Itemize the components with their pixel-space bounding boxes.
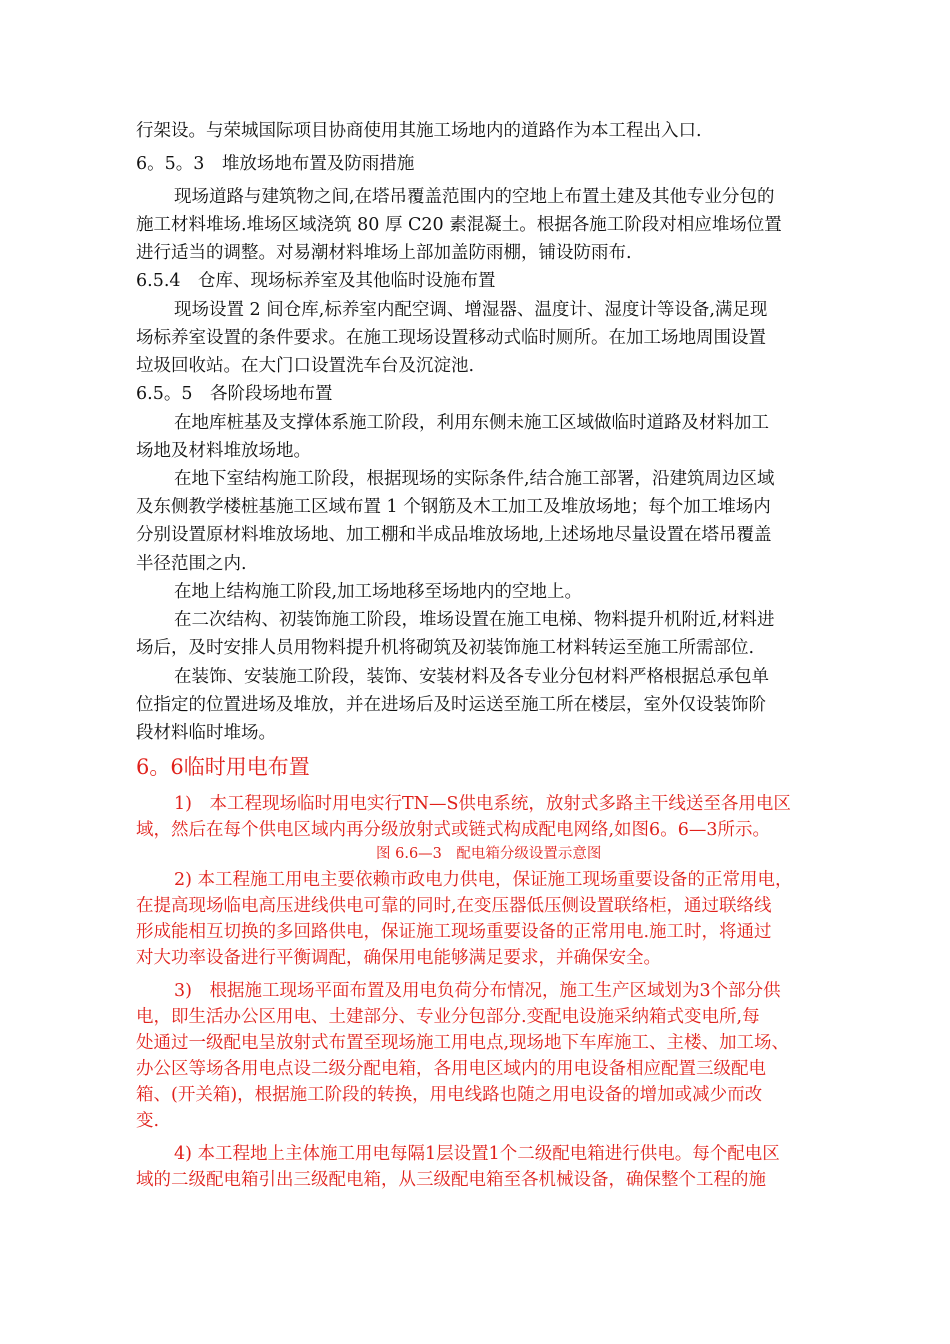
paragraph-line: 半径范围之内. [136, 554, 247, 574]
paragraph-line-red: 2) 本工程施工用电主要依赖市政电力供电，保证施工现场重要设备的正常用电， [174, 870, 793, 890]
paragraph-line-red: 电，即生活办公区用电、土建部分、专业分包部分.变配电设施采纳箱式变电所,每 [136, 1007, 760, 1027]
paragraph-line-red: 域的二级配电箱引出三级配电箱，从三级配电箱至各机械设备，确保整个工程的施 [136, 1170, 766, 1190]
paragraph-line: 段材料临时堆场。 [136, 723, 276, 743]
paragraph-line: 施工材料堆场.堆场区域浇筑 80 厚 C20 素混凝土。根据各施工阶段对相应堆场位置 [136, 215, 782, 235]
paragraph-line: 进行适当的调整。对易潮材料堆场上部加盖防雨棚，铺设防雨布. [136, 243, 632, 263]
paragraph-line-red: 在提高现场临电高压进线供电可靠的同时,在变压器低压侧设置联络柜，通过联络线 [136, 896, 772, 916]
paragraph-line: 及东侧教学楼桩基施工区域布置 1 个钢筋及木工加工及堆放场地；每个加工堆场内 [136, 497, 771, 517]
paragraph-line: 在地库桩基及支撑体系施工阶段，利用东侧未施工区域做临时道路及材料加工 [174, 413, 769, 433]
paragraph-line-red: 域，然后在每个供电区域内再分级放射式或链式构成配电网络,如图6。6—3所示。 [136, 820, 770, 840]
section-heading-6-5-3: 6。5。3 堆放场地布置及防雨措施 [136, 154, 415, 174]
figure-caption: 图 6.6—3 配电箱分级设置示意图 [376, 846, 602, 862]
paragraph-line-red: 4) 本工程地上主体施工用电每隔1层设置1个二级配电箱进行供电。每个配电区 [174, 1144, 780, 1164]
paragraph-line: 现场道路与建筑物之间,在塔吊覆盖范围内的空地上布置土建及其他专业分包的 [174, 187, 775, 207]
paragraph-line: 在地下室结构施工阶段，根据现场的实际条件,结合施工部署，沿建筑周边区域 [174, 469, 775, 489]
paragraph-line: 行架设。与荣城国际项目协商使用其施工场地内的道路作为本工程出入口. [136, 121, 702, 141]
paragraph-line-red: 形成能相互切换的多回路供电，保证施工现场重要设备的正常用电.施工时，将通过 [136, 922, 772, 942]
paragraph-line-red: 1) 本工程现场临时用电实行TN—S供电系统，放射式多路主干线送至各用电区 [174, 794, 791, 814]
paragraph-line: 在装饰、安装施工阶段，装饰、安装材料及各专业分包材料严格根据总承包单 [174, 667, 769, 687]
paragraph-line: 位指定的位置进场及堆放，并在进场后及时运送至施工所在楼层，室外仅设装饰阶 [136, 695, 766, 715]
paragraph-line-red: 办公区等场各用电点设二级分配电箱，各用电区域内的用电设备相应配置三级配电 [136, 1059, 766, 1079]
paragraph-line: 分别设置原材料堆放场地、加工棚和半成品堆放场地,上述场地尽量设置在塔吊覆盖 [136, 525, 772, 545]
paragraph-line-red: 变. [136, 1111, 160, 1131]
paragraph-line: 垃圾回收站。在大门口设置洗车台及沉淀池. [136, 356, 475, 376]
paragraph-line-red: 处通过一级配电呈放射式布置至现场施工用电点,现场地下车库施工、主楼、加工场、 [136, 1033, 790, 1053]
paragraph-line: 在地上结构施工阶段,加工场地移至场地内的空地上。 [174, 582, 583, 602]
paragraph-line: 现场设置 2 间仓库,标养室内配空调、增湿器、温度计、湿度计等设备,满足现 [174, 300, 768, 320]
section-heading-6-6: 6。6临时用电布置 [136, 755, 310, 779]
section-heading-6-5-4: 6.5.4 仓库、现场标养室及其他临时设施布置 [136, 271, 496, 291]
paragraph-line-red: 对大功率设备进行平衡调配，确保用电能够满足要求，并确保安全。 [136, 948, 661, 968]
paragraph-line: 在二次结构、初装饰施工阶段，堆场设置在施工电梯、物料提升机附近,材料进 [174, 610, 775, 630]
paragraph-line-red: 3) 根据施工现场平面布置及用电负荷分布情况，施工生产区域划为3个部分供 [174, 981, 781, 1001]
paragraph-line: 场标养室设置的条件要求。在施工现场设置移动式临时厕所。在加工场地周围设置 [136, 328, 766, 348]
paragraph-line-red: 箱、(开关箱)，根据施工阶段的转换，用电线路也随之用电设备的增加或减少而改 [136, 1085, 763, 1105]
paragraph-line: 场后，及时安排人员用物料提升机将砌筑及初装饰施工材料转运至施工所需部位. [136, 638, 755, 658]
section-heading-6-5-5: 6.5。5 各阶段场地布置 [136, 384, 333, 404]
paragraph-line: 场地及材料堆放场地。 [136, 441, 311, 461]
